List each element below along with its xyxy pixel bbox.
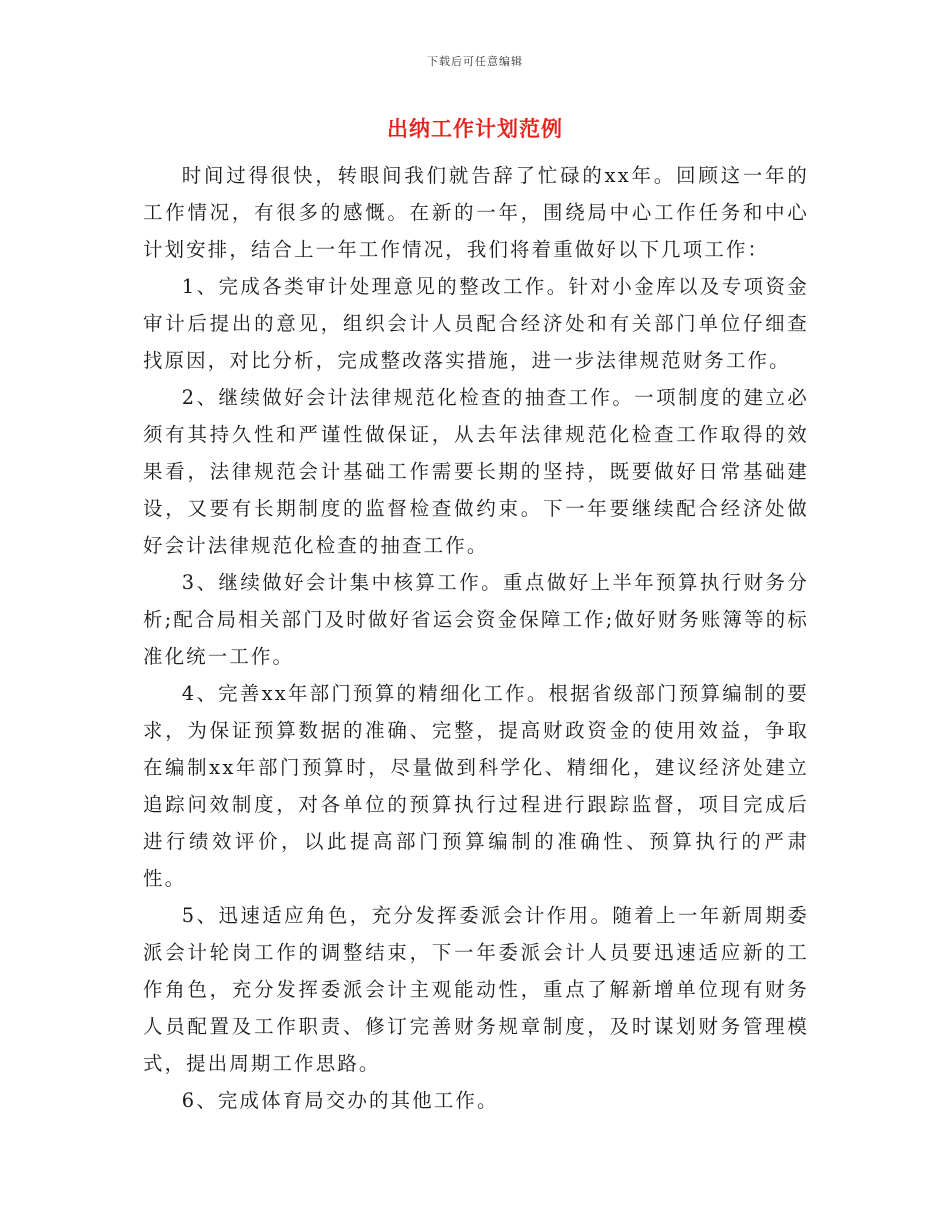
document-title: 出纳工作计划范例 [387, 116, 563, 141]
paragraph-item-1: 1、完成各类审计处理意见的整改工作。针对小金库以及专项资金审计后提出的意见，组织会计人员配合经济处和有关部门单位仔细查找原因，对比分析，完成整改落实措施，进一步法律规范财务工作。 [143, 275, 809, 372]
paragraph-item-2: 2、继续做好会计法律规范化检查的抽查工作。一项制度的建立必须有其持久性和严谨性做保证，从去年法律规范化检查工作取得的效果看，法律规范会计基础工作需要长期的坚持，既要做好日常基础建设，又要有长期制度的监督检查做约束。下一年要继续配合经济处做好会计法律规范化检查的抽查工作。 [143, 386, 809, 557]
paragraph-item-4: 4、完善xx年部门预算的精细化工作。根据省级部门预算编制的要求，为保证预算数据的准确、完整，提高财政资金的使用效益，争取在编制xx年部门预算时，尽量做到科学化、精细化，建议经济处建立追踪问效制度，对各单位的预算执行过程进行跟踪监督，项目完成后进行绩效评价，以此提高部门预算编制的准确性、预算执行的严肃性。 [143, 682, 809, 890]
paragraph-intro: 时间过得很快，转眼间我们就告辞了忙碌的xx年。回顾这一年的工作情况，有很多的感慨。在新的一年，围绕局中心工作任务和中心计划安排，结合上一年工作情况，我们将着重做好以下几项工作： [143, 164, 809, 261]
header-note: 下载后可任意编辑 [427, 55, 523, 68]
paragraph-item-5: 5、迅速适应角色，充分发挥委派会计作用。随着上一年新周期委派会计轮岗工作的调整结束，下一年委派会计人员要迅速适应新的工作角色，充分发挥委派会计主观能动性，重点了解新增单位现有财务人员配置及工作职责、修订完善财务规章制度，及时谋划财务管理模式，提出周期工作思路。 [143, 904, 809, 1075]
paragraph-item-3: 3、继续做好会计集中核算工作。重点做好上半年预算执行财务分析;配合局相关部门及时做好省运会资金保障工作;做好财务账簿等的标准化统一工作。 [143, 571, 809, 668]
document-body [143, 157, 809, 1119]
paragraph-item-6: 6、完成体育局交办的其他工作。 [181, 1089, 499, 1112]
